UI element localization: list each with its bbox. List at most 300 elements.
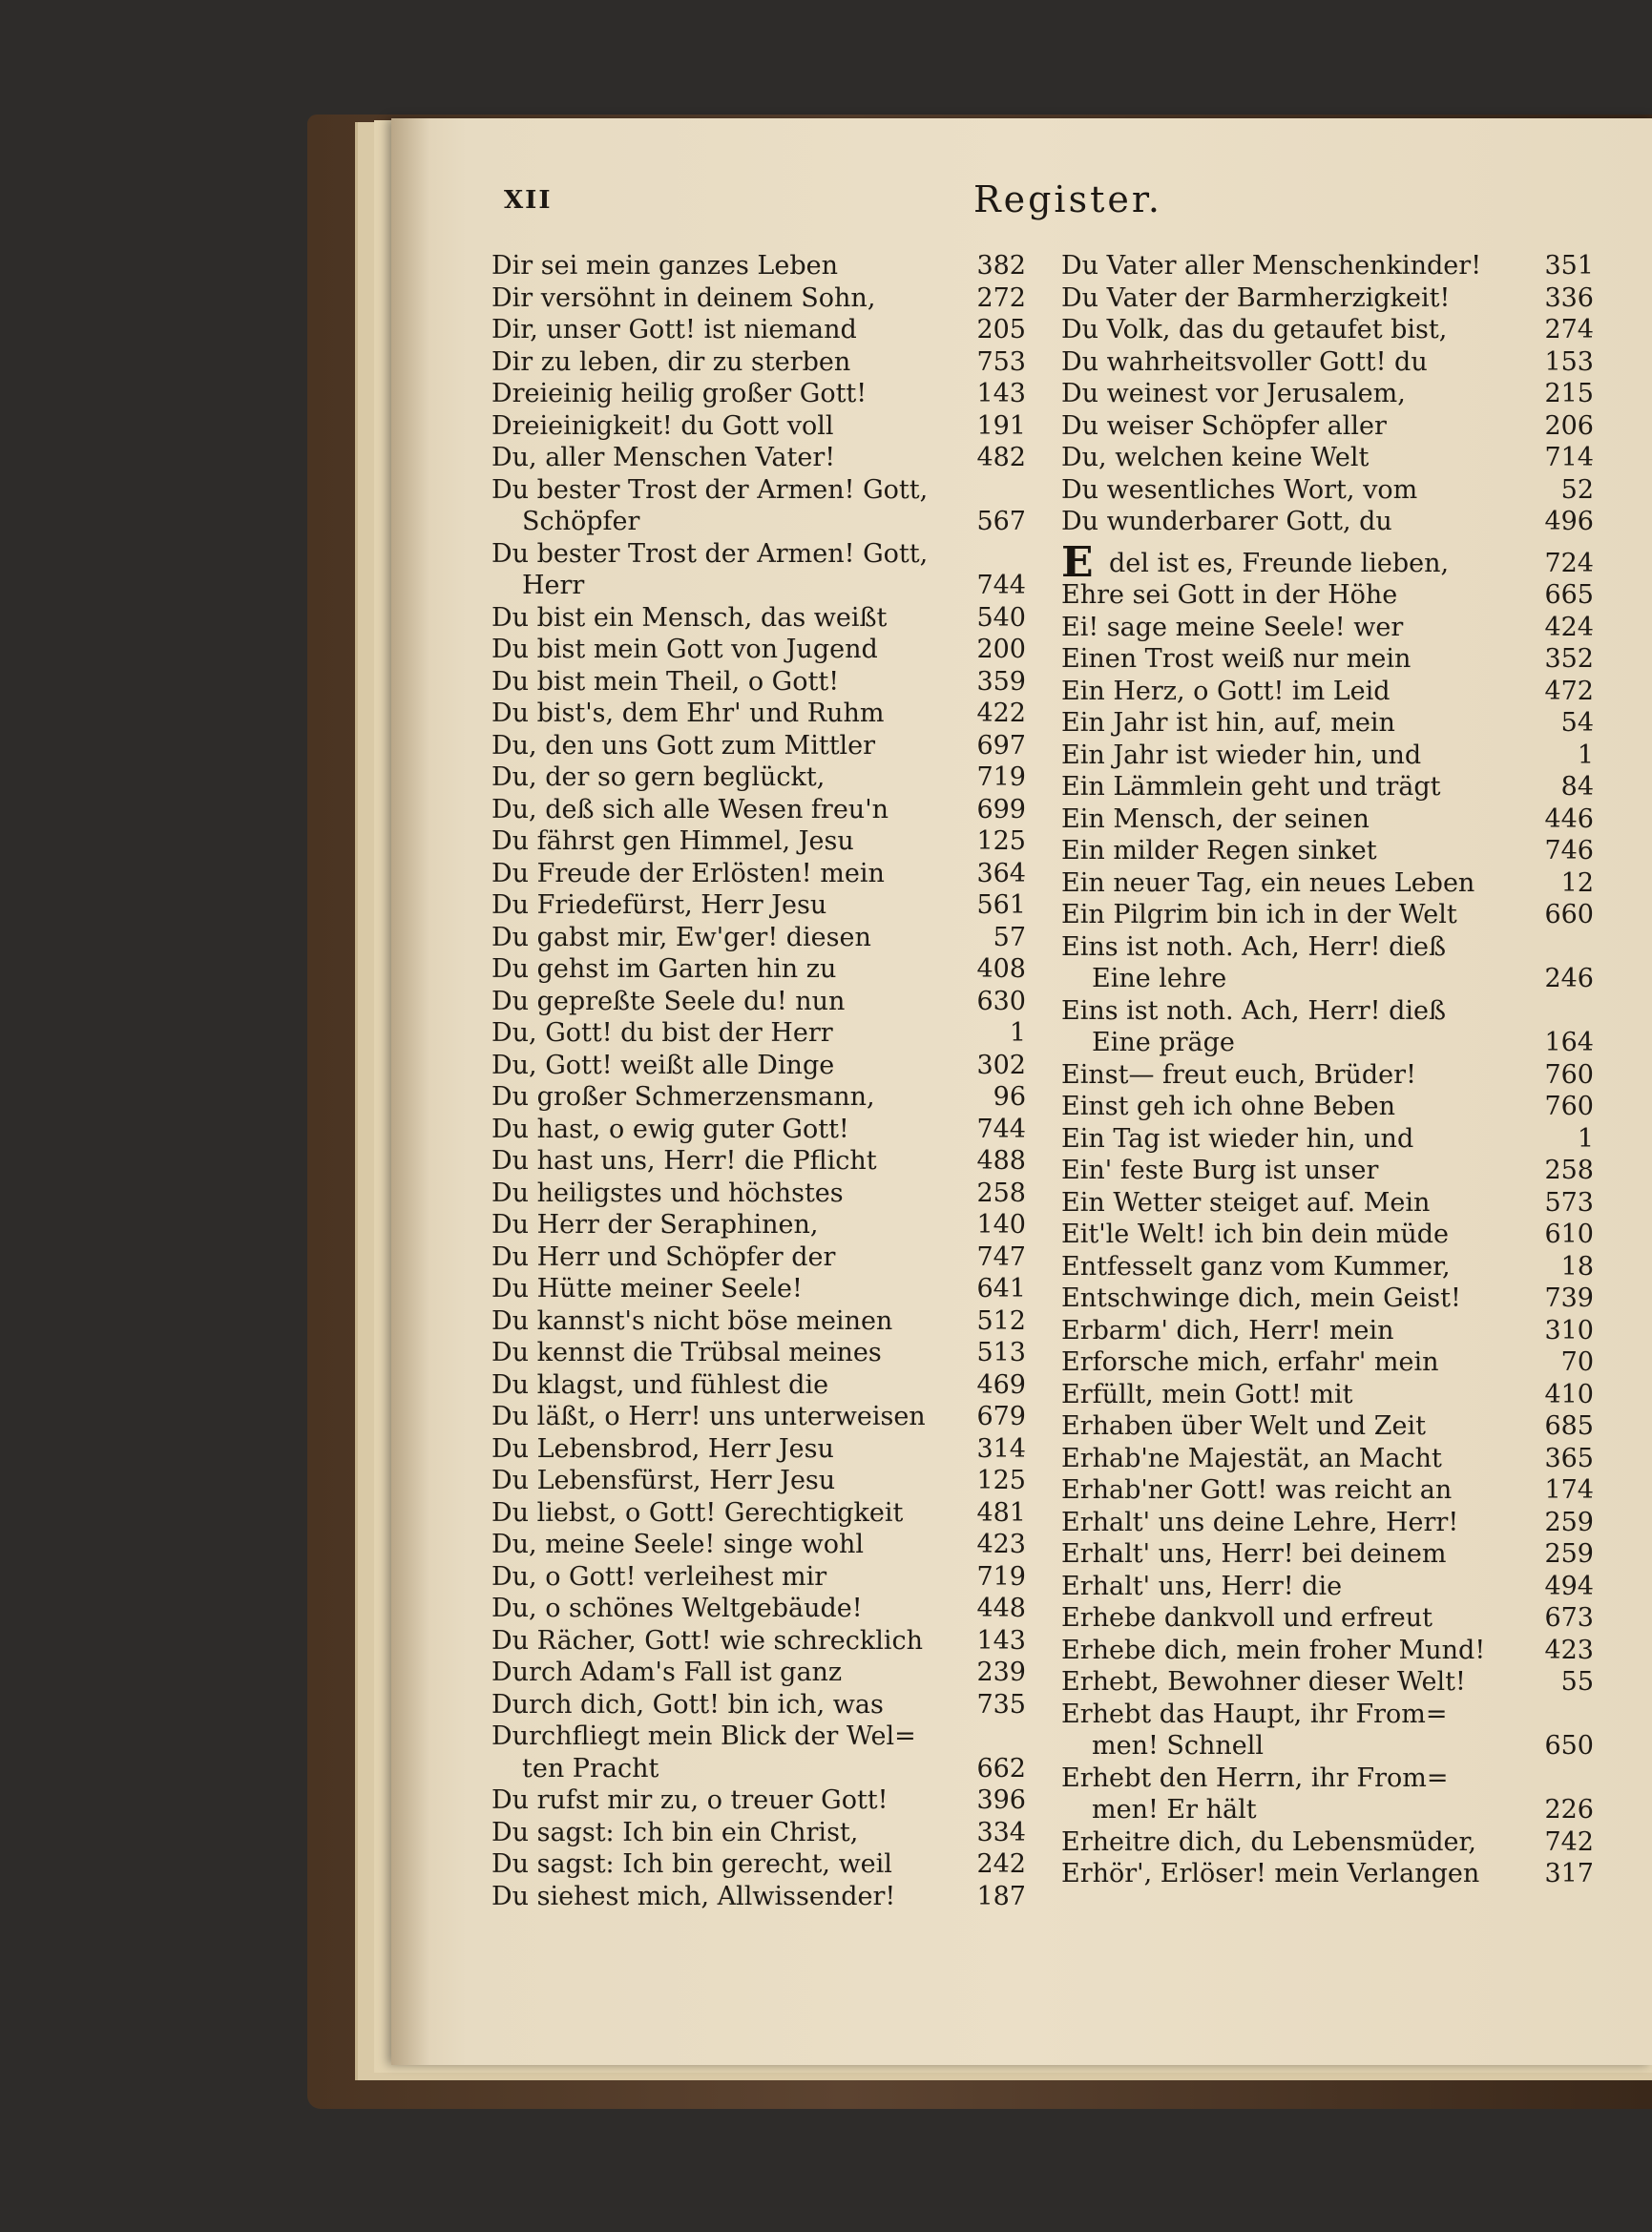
index-entry	[491, 1178, 1026, 1210]
entry-page-number: 239	[976, 1658, 1026, 1687]
index-entry	[1061, 995, 1594, 1028]
entry-page-number: 351	[1544, 251, 1594, 281]
entry-page-number: 52	[1560, 474, 1594, 505]
entry-page-number: 482	[976, 443, 1026, 472]
index-entry	[1061, 1635, 1594, 1667]
entry-page-number: 314	[976, 1433, 1026, 1464]
entry-text: Ein Herz, o Gott! im Leid	[1061, 676, 1391, 706]
entry-text: Du kannst's nicht böse meinen	[491, 1305, 893, 1336]
entry-page-number: 302	[976, 1050, 1026, 1080]
entry-page-number: 334	[976, 1817, 1026, 1847]
entry-text: Du Herr der Seraphinen,	[491, 1210, 819, 1240]
entry-page-number: 12	[1560, 867, 1594, 898]
entry-text: Du kennst die Trübsal meines	[491, 1338, 882, 1367]
entry-page-number: 153	[1544, 346, 1594, 377]
entry-page-number: 481	[976, 1497, 1026, 1528]
entry-page-number: 630	[976, 986, 1026, 1016]
entry-page-number: 310	[1544, 1315, 1594, 1345]
entry-text: Erhebe dich, mein froher Mund!	[1061, 1635, 1486, 1665]
entry-text: Durch Adam's Fall ist ganz	[491, 1658, 843, 1687]
index-entry	[1061, 474, 1594, 507]
entry-page-number: 746	[1544, 836, 1594, 866]
entry-page-number: 662	[976, 1753, 1026, 1784]
entry-page-number: 422	[976, 699, 1026, 728]
entry-text: Du gepreßte Seele du! nun	[491, 986, 846, 1016]
entry-text: Ein Jahr ist wieder hin, und	[1061, 740, 1422, 770]
index-entry	[491, 1050, 1026, 1082]
entry-page-number: 258	[976, 1178, 1026, 1208]
entry-page-number: 561	[976, 890, 1026, 920]
index-entry	[1061, 1346, 1594, 1379]
entry-page-number: 54	[1560, 708, 1594, 738]
index-entry	[1061, 612, 1594, 644]
entry-text: Du hast uns, Herr! die Pflicht	[491, 1146, 877, 1176]
entry-page-number: 735	[976, 1689, 1026, 1720]
entry-text: Du, welchen keine Welt	[1061, 443, 1370, 472]
entry-text: Eine lehre	[1092, 964, 1227, 993]
entry-page-number: 143	[976, 379, 1026, 408]
index-entry	[1061, 899, 1594, 931]
entry-text: Durchfliegt mein Blick der Wel=	[491, 1721, 916, 1751]
index-entry	[1061, 346, 1594, 379]
entry-page-number: 665	[1544, 580, 1594, 610]
index-entry	[1061, 740, 1594, 772]
entry-text: Du großer Schmerzensmann,	[491, 1082, 875, 1112]
entry-page-number: 125	[976, 1466, 1026, 1495]
index-entry	[1061, 1699, 1594, 1731]
entry-text: Ein Mensch, der seinen	[1061, 803, 1370, 834]
entry-text: Du rufst mir zu, o treuer Gott!	[491, 1785, 889, 1815]
index-entry	[491, 250, 1026, 282]
index-entry	[1061, 537, 1594, 587]
entry-page-number: 679	[976, 1402, 1026, 1431]
entry-page-number: 469	[976, 1369, 1026, 1400]
entry-page-number: 215	[1544, 379, 1594, 408]
index-entry	[1061, 643, 1594, 676]
index-entry	[491, 1784, 1026, 1817]
index-entry	[491, 1433, 1026, 1466]
index-entry	[1061, 506, 1594, 538]
index-entry	[1061, 1443, 1594, 1475]
index-entry	[1061, 1571, 1594, 1603]
index-entry	[491, 1561, 1026, 1594]
entry-page-number: 540	[976, 602, 1026, 633]
entry-text: Erheitre dich, du Lebensmüder,	[1061, 1826, 1476, 1857]
entry-page-number: 140	[976, 1210, 1026, 1240]
entry-text: men! Er hält	[1092, 1795, 1257, 1825]
entry-text: Du, den uns Gott zum Mittler	[491, 730, 876, 761]
index-entry	[491, 634, 1026, 666]
entry-text: Ein Tag ist wieder hin, und	[1061, 1123, 1414, 1154]
entry-text: Du Vater aller Menschenkinder!	[1061, 251, 1482, 281]
index-entry	[1061, 803, 1594, 836]
entry-text: Erbarm' dich, Herr! mein	[1061, 1315, 1394, 1345]
entry-page-number: 125	[976, 826, 1026, 856]
entry-text: Du, aller Menschen Vater!	[491, 443, 836, 472]
entry-text: Du, o schönes Weltgebäude!	[491, 1594, 863, 1623]
index-entry	[1061, 579, 1594, 612]
index-entry	[491, 698, 1026, 730]
entry-page-number: 259	[1544, 1507, 1594, 1537]
index-entry	[491, 410, 1026, 443]
entry-page-number: 396	[976, 1785, 1026, 1815]
entry-text: ten Pracht	[522, 1753, 659, 1784]
index-entry	[1061, 378, 1594, 410]
entry-page-number: 753	[976, 346, 1026, 377]
entry-page-number: 714	[1544, 443, 1594, 472]
entry-page-number: 472	[1544, 676, 1594, 706]
entry-text: Du Freude der Erlösten! mein	[491, 858, 885, 888]
index-entry	[491, 1081, 1026, 1114]
entry-page-number: 187	[976, 1881, 1026, 1911]
entry-text: Du fährst gen Himmel, Jesu	[491, 826, 854, 856]
entry-text: Ein' feste Burg ist unser	[1061, 1156, 1379, 1185]
entry-text: Du sagst: Ich bin gerecht, weil	[491, 1849, 892, 1879]
entry-text: Dir sei mein ganzes Leben	[491, 251, 838, 281]
entry-page-number: 742	[1544, 1826, 1594, 1857]
entry-page-number: 382	[976, 251, 1026, 281]
index-entry	[491, 1529, 1026, 1561]
index-entry	[1061, 1794, 1594, 1826]
entry-text: Du bist ein Mensch, das weißt	[491, 602, 888, 633]
entry-page-number: 573	[1544, 1187, 1594, 1218]
index-entry	[1061, 963, 1594, 995]
entry-text: Eins ist noth. Ach, Herr! dieß	[1061, 995, 1447, 1026]
entry-text: Erfüllt, mein Gott! mit	[1061, 1379, 1353, 1409]
entry-text: Dir zu leben, dir zu sterben	[491, 346, 851, 377]
entry-text: Erhebt, Bewohner dieser Welt!	[1061, 1667, 1466, 1697]
entry-text: Eine präge	[1092, 1028, 1235, 1057]
index-entry	[1061, 1538, 1594, 1571]
entry-text: Erhab'ne Majestät, an Macht	[1061, 1443, 1442, 1473]
entry-page-number: 699	[976, 794, 1026, 824]
index-entry	[1061, 835, 1594, 867]
entry-text: Erhalt' uns, Herr! bei deinem	[1061, 1539, 1447, 1569]
entry-text: Erhab'ner Gott! was reicht an	[1061, 1475, 1453, 1505]
entry-page-number: 423	[976, 1530, 1026, 1559]
entry-text: Du weiser Schöpfer aller	[1061, 410, 1387, 441]
entry-page-number: 496	[1544, 507, 1594, 536]
entry-text: Erhaben über Welt und Zeit	[1061, 1411, 1426, 1441]
entry-page-number: 410	[1544, 1379, 1594, 1409]
entry-page-number: 57	[993, 922, 1026, 952]
index-entry	[1061, 931, 1594, 964]
entry-page-number: 660	[1544, 900, 1594, 929]
entry-text: Einst geh ich ohne Beben	[1061, 1092, 1396, 1121]
index-entry	[1061, 1602, 1594, 1635]
index-entry	[491, 1625, 1026, 1658]
index-entry	[1061, 1666, 1594, 1699]
index-entry	[491, 1114, 1026, 1146]
entry-page-number: 739	[1544, 1283, 1594, 1313]
index-entry	[491, 858, 1026, 890]
entry-text: Du gabst mir, Ew'ger! diesen	[491, 922, 871, 952]
index-entry	[1061, 314, 1594, 346]
index-entry	[491, 1401, 1026, 1433]
index-entry	[491, 1273, 1026, 1305]
entry-text: Du, Gott! du bist der Herr	[491, 1018, 833, 1048]
entry-text: Schöpfer	[522, 507, 640, 536]
entry-page-number: 488	[976, 1146, 1026, 1176]
index-entry	[491, 506, 1026, 538]
index-entry	[491, 1305, 1026, 1338]
entry-text: Dir, unser Gott! ist niemand	[491, 315, 857, 344]
index-entry	[491, 1145, 1026, 1178]
entry-page-number: 18	[1560, 1251, 1594, 1282]
entry-page-number: 272	[976, 282, 1026, 313]
entry-text: Du Herr und Schöpfer der	[491, 1241, 836, 1272]
entry-page-number: 494	[1544, 1571, 1594, 1601]
index-entry	[491, 1593, 1026, 1625]
entry-text: Erhebe dankvoll und erfreut	[1061, 1603, 1432, 1633]
right-index-column	[1061, 250, 1594, 1890]
entry-text: Einen Trost weiß nur mein	[1061, 644, 1412, 674]
entry-text: Erhalt' uns deine Lehre, Herr!	[1061, 1507, 1459, 1537]
entry-text: Du Lebensbrod, Herr Jesu	[491, 1433, 834, 1464]
index-entry	[491, 1369, 1026, 1402]
entry-page-number: 96	[993, 1082, 1026, 1112]
entry-text: Erforsche mich, erfahr' mein	[1061, 1347, 1439, 1377]
index-entry	[1061, 1155, 1594, 1187]
entry-page-number: 1	[1009, 1018, 1026, 1048]
entry-page-number: 512	[976, 1305, 1026, 1336]
entry-text: Du bester Trost der Armen! Gott,	[491, 474, 929, 505]
page-header	[0, 178, 1652, 234]
entry-page-number: 205	[976, 315, 1026, 344]
index-entry	[1061, 867, 1594, 900]
index-entry	[491, 666, 1026, 699]
entry-page-number: 744	[976, 1114, 1026, 1144]
entry-page-number: 317	[1544, 1859, 1594, 1888]
index-entry	[1061, 771, 1594, 803]
entry-text: Erhalt' uns, Herr! die	[1061, 1571, 1343, 1601]
entry-page-number: 364	[976, 858, 1026, 888]
entry-page-number: 724	[1544, 548, 1594, 578]
index-entry	[1061, 1251, 1594, 1283]
index-entry	[1061, 1379, 1594, 1411]
index-entry	[1061, 250, 1594, 282]
index-entry	[491, 1209, 1026, 1241]
index-entry	[1061, 1123, 1594, 1156]
entry-text: Du, o Gott! verleihest mir	[491, 1561, 827, 1592]
entry-text: Erhebt den Herrn, ihr From=	[1061, 1763, 1449, 1793]
entry-text: Du Volk, das du getaufet bist,	[1061, 315, 1448, 344]
index-entry	[491, 922, 1026, 954]
index-entry	[491, 346, 1026, 379]
entry-text: Du Hütte meiner Seele!	[491, 1274, 803, 1304]
entry-text: Du, deß sich alle Wesen freu'n	[491, 794, 889, 824]
entry-text: Dreieinig heilig großer Gott!	[491, 379, 868, 408]
entry-text: Entschwinge dich, mein Geist!	[1061, 1283, 1461, 1313]
entry-text: men! Schnell	[1092, 1731, 1265, 1761]
entry-text: Entfesselt ganz vom Kummer,	[1061, 1251, 1451, 1282]
entry-text: Du, meine Seele! singe wohl	[491, 1530, 864, 1559]
entry-text: Du weinest vor Jerusalem,	[1061, 379, 1406, 408]
index-entry	[491, 825, 1026, 858]
entry-text: Du siehest mich, Allwissender!	[491, 1881, 896, 1911]
index-entry	[491, 1753, 1026, 1785]
entry-text: Ein Pilgrim bin ich in der Welt	[1061, 900, 1457, 929]
entry-page-number: 424	[1544, 612, 1594, 642]
entry-text: Du Friedefürst, Herr Jesu	[491, 890, 827, 920]
index-entry	[1061, 1091, 1594, 1123]
entry-text: Du, der so gern beglückt,	[491, 762, 826, 792]
entry-text: Dir versöhnt in deinem Sohn,	[491, 282, 876, 313]
entry-page-number: 446	[1544, 803, 1594, 834]
entry-text: Du, Gott! weißt alle Dinge	[491, 1050, 835, 1080]
index-entry	[1061, 1763, 1594, 1795]
entry-text: Ein Wetter steiget auf. Mein	[1061, 1187, 1431, 1218]
index-entry	[491, 889, 1026, 922]
index-entry	[491, 1848, 1026, 1881]
index-entry	[491, 314, 1026, 346]
index-entry	[491, 378, 1026, 410]
entry-page-number: 191	[976, 410, 1026, 441]
entry-text: Ein Lämmlein geht und trägt	[1061, 772, 1441, 802]
entry-page-number: 719	[976, 1561, 1026, 1592]
entry-text: Du wunderbarer Gott, du	[1061, 507, 1392, 536]
entry-text: Ein Jahr ist hin, auf, mein	[1061, 708, 1395, 738]
entry-page-number: 641	[976, 1274, 1026, 1304]
index-entry	[1061, 1474, 1594, 1507]
entry-text: Du Vater der Barmherzigkeit!	[1061, 282, 1451, 313]
index-entry	[491, 474, 1026, 507]
page-number: XII	[504, 186, 553, 215]
entry-text: Ei! sage meine Seele! wer	[1061, 612, 1404, 642]
entry-page-number: 685	[1544, 1411, 1594, 1441]
entry-text: Eins ist noth. Ach, Herr! dieß	[1061, 931, 1447, 962]
entry-page-number: 84	[1560, 772, 1594, 802]
entry-text: Erhebt das Haupt, ihr From=	[1061, 1699, 1448, 1729]
index-entry	[491, 1465, 1026, 1497]
index-entry	[491, 1017, 1026, 1050]
index-entry	[491, 953, 1026, 986]
entry-page-number: 174	[1544, 1475, 1594, 1505]
entry-text: Durch dich, Gott! bin ich, was	[491, 1689, 884, 1720]
index-entry	[1061, 1410, 1594, 1443]
index-entry	[1061, 1826, 1594, 1859]
entry-text: Du wesentliches Wort, vom	[1061, 474, 1418, 505]
index-entry	[491, 1241, 1026, 1274]
index-entry	[491, 761, 1026, 794]
entry-text: Ein milder Regen sinket	[1061, 836, 1377, 866]
entry-page-number: 650	[1544, 1731, 1594, 1761]
index-entry	[1061, 1187, 1594, 1220]
entry-page-number: 747	[976, 1241, 1026, 1272]
index-entry	[1061, 1730, 1594, 1763]
index-entry	[1061, 1027, 1594, 1059]
entry-page-number: 226	[1544, 1795, 1594, 1825]
index-entry	[1061, 410, 1594, 443]
entry-text: Du bist mein Gott von Jugend	[491, 635, 878, 664]
entry-text: Du sagst: Ich bin ein Christ,	[491, 1817, 859, 1847]
binding-shadow	[391, 118, 429, 2065]
index-entry	[491, 538, 1026, 571]
index-entry	[1061, 1858, 1594, 1890]
index-entry	[491, 1497, 1026, 1530]
entry-page-number: 365	[1544, 1443, 1594, 1473]
index-entry	[491, 602, 1026, 635]
entry-text: Du bist mein Theil, o Gott!	[491, 666, 840, 697]
entry-page-number: 164	[1544, 1028, 1594, 1057]
entry-page-number: 744	[976, 571, 1026, 600]
entry-page-number: 513	[976, 1338, 1026, 1367]
entry-page-number: 242	[976, 1849, 1026, 1879]
entry-page-number: 760	[1544, 1059, 1594, 1090]
entry-page-number: 359	[976, 666, 1026, 697]
entry-page-number: 610	[1544, 1220, 1594, 1249]
entry-text: Du läßt, o Herr! uns unterweisen	[491, 1402, 926, 1431]
entry-text: Du Rächer, Gott! wie schrecklich	[491, 1625, 924, 1656]
entry-page-number: 336	[1544, 282, 1594, 313]
entry-page-number: 259	[1544, 1539, 1594, 1569]
drop-cap: E	[1061, 537, 1094, 587]
entry-text: Dreieinigkeit! du Gott voll	[491, 410, 834, 441]
entry-text: Du Lebensfürst, Herr Jesu	[491, 1466, 836, 1495]
left-index-column	[491, 250, 1026, 1912]
entry-page-number: 143	[976, 1625, 1026, 1656]
index-entry	[1061, 1059, 1594, 1092]
index-entry	[1061, 1315, 1594, 1347]
entry-page-number: 1	[1577, 1123, 1594, 1154]
entry-text: Du hast, o ewig guter Gott!	[491, 1114, 849, 1144]
entry-page-number: 673	[1544, 1603, 1594, 1633]
index-entry	[491, 1337, 1026, 1369]
entry-text: Erhör', Erlöser! mein Verlangen	[1061, 1859, 1480, 1888]
index-entry	[1061, 1507, 1594, 1539]
entry-text: Herr	[522, 571, 585, 600]
entry-page-number: 697	[976, 730, 1026, 761]
index-entry	[1061, 282, 1594, 315]
index-entry	[1061, 442, 1594, 474]
entry-text: Ehre sei Gott in der Höhe	[1061, 580, 1398, 610]
entry-text: Eit'le Welt! ich bin dein müde	[1061, 1220, 1450, 1249]
entry-page-number: 760	[1544, 1092, 1594, 1121]
index-entry	[491, 1689, 1026, 1721]
entry-page-number: 55	[1560, 1667, 1594, 1697]
entry-page-number: 258	[1544, 1156, 1594, 1185]
entry-page-number: 200	[976, 635, 1026, 664]
entry-text: Du klagst, und fühlest die	[491, 1369, 829, 1400]
entry-page-number: 567	[976, 507, 1026, 536]
entry-gap	[1061, 538, 1594, 548]
index-entry	[491, 570, 1026, 602]
entry-text: Du gehst im Garten hin zu	[491, 954, 837, 984]
index-entry	[1061, 676, 1594, 708]
index-entry	[491, 794, 1026, 826]
entry-text: Du bester Trost der Armen! Gott,	[491, 538, 929, 569]
index-entry	[1061, 1219, 1594, 1251]
entry-page-number: 719	[976, 762, 1026, 792]
entry-page-number: 1	[1577, 740, 1594, 770]
entry-text: Du wahrheitsvoller Gott! du	[1061, 346, 1428, 377]
entry-text: Du liebst, o Gott! Gerechtigkeit	[491, 1497, 904, 1528]
index-entry	[491, 1721, 1026, 1753]
index-entry	[491, 442, 1026, 474]
index-entry	[1061, 707, 1594, 740]
index-entry	[491, 282, 1026, 315]
index-entry	[491, 1657, 1026, 1689]
entry-page-number: 423	[1544, 1635, 1594, 1665]
index-entry	[491, 986, 1026, 1018]
index-entry	[1061, 1283, 1594, 1315]
entry-page-number: 246	[1544, 964, 1594, 993]
index-entry	[491, 730, 1026, 762]
entry-page-number: 448	[976, 1594, 1026, 1623]
entry-text: Ein neuer Tag, ein neues Leben	[1061, 867, 1475, 898]
entry-page-number: 70	[1560, 1347, 1594, 1377]
entry-text: Einst— freut euch, Brüder!	[1061, 1059, 1416, 1090]
